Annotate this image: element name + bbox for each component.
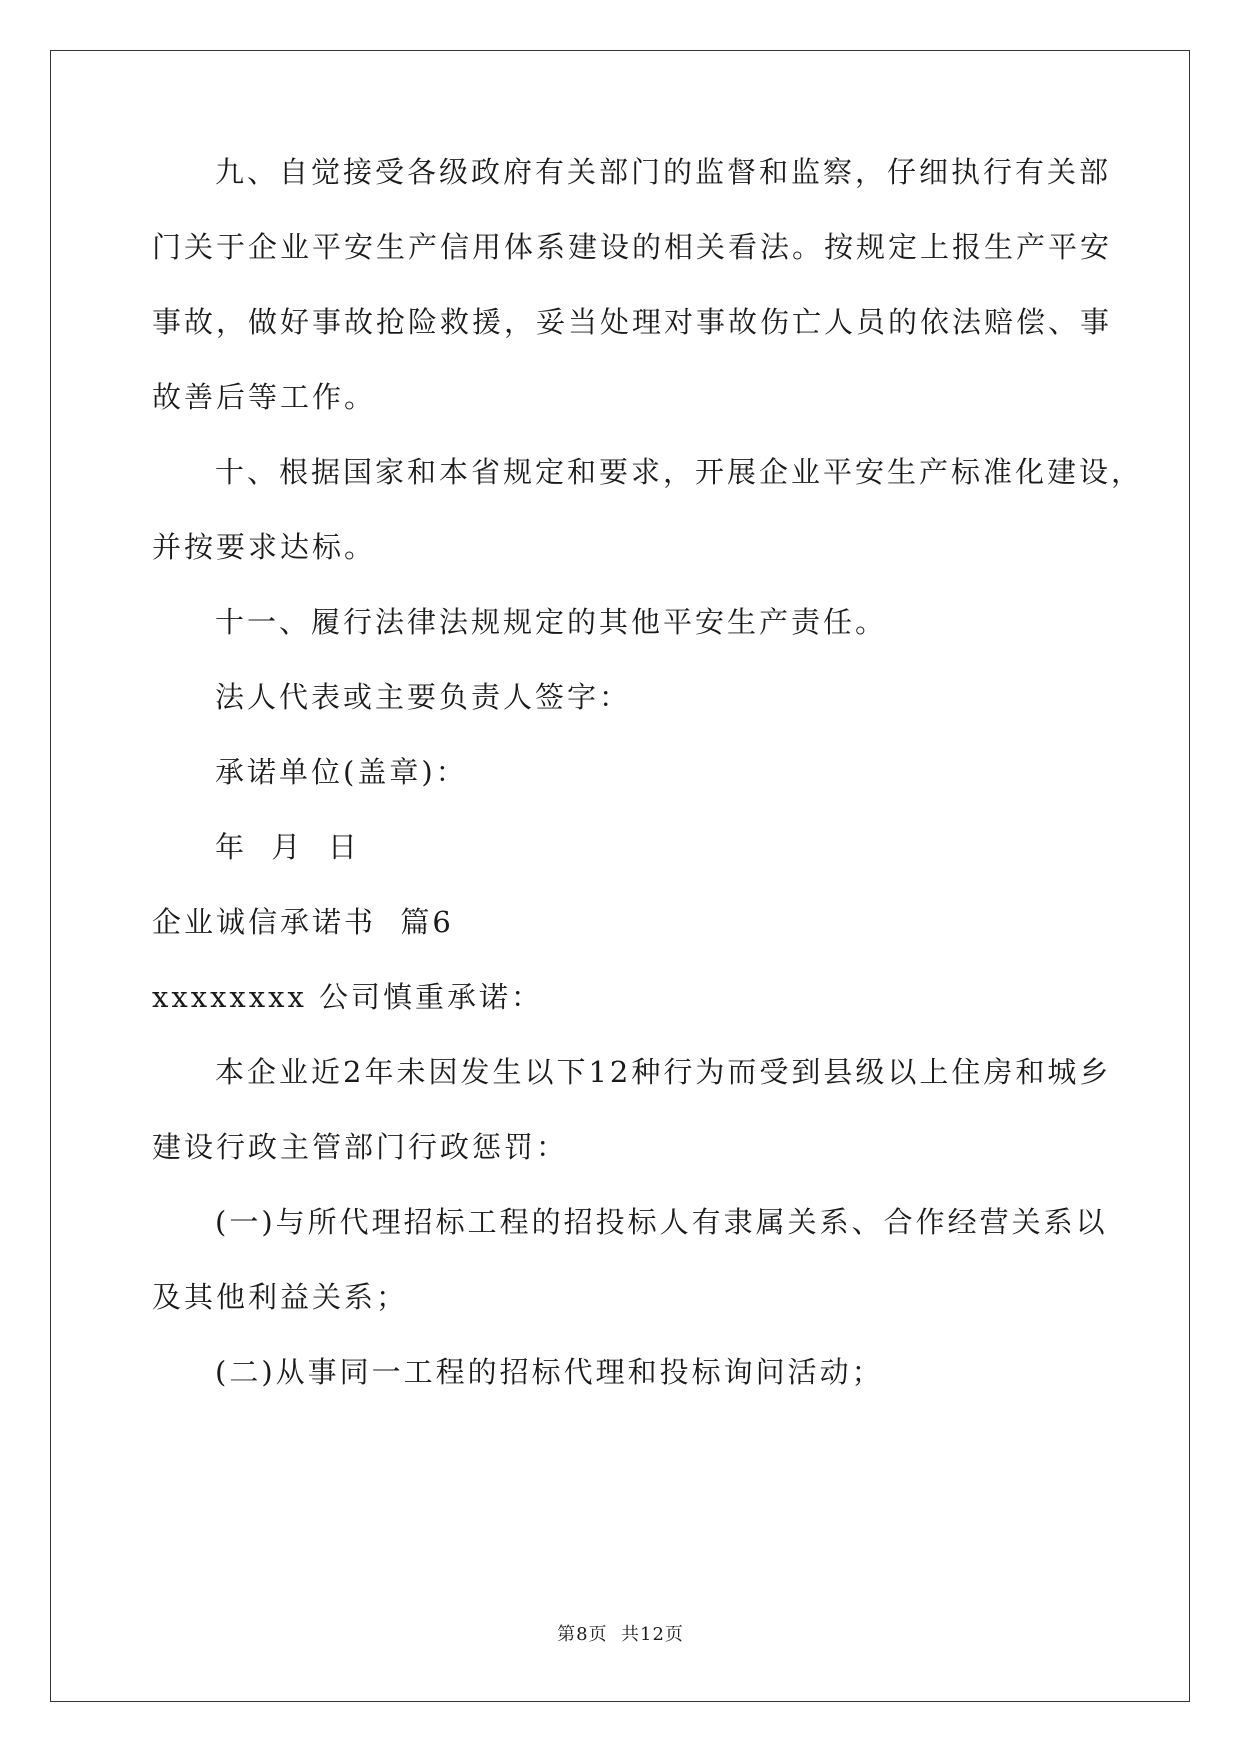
paragraph-line: 十、根据国家和本省规定和要求，开展企业平安生产标准化建设， xyxy=(215,455,1144,489)
paragraph-line: 十一、履行法律法规规定的其他平安生产责任。 xyxy=(215,605,888,639)
list-item-line: 及其他利益关系； xyxy=(152,1280,409,1314)
section-heading: 企业诚信承诺书 篇6 xyxy=(152,905,454,939)
list-item-line: (二)从事同一工程的招标代理和投标询问活动； xyxy=(215,1355,884,1389)
paragraph-line: 门关于企业平安生产信用体系建设的相关看法。按规定上报生产平安 xyxy=(152,230,1113,264)
paragraph-line: 并按要求达标。 xyxy=(152,530,377,564)
page-border xyxy=(50,50,1190,1702)
paragraph-line: 事故，做好事故抢险救援，妥当处理对事故伤亡人员的依法赔偿、事 xyxy=(152,305,1113,339)
list-item-line: (一)与所代理招标工程的招投标人有隶属关系、合作经营关系以 xyxy=(215,1205,1108,1239)
paragraph-line: 故善后等工作。 xyxy=(152,380,377,414)
paragraph-line: 九、自觉接受各级政府有关部门的监督和监察，仔细执行有关部 xyxy=(215,155,1112,189)
page-number-footer: 第8页 共12页 xyxy=(557,1624,684,1645)
seal-label: 承诺单位(盖章)： xyxy=(215,755,468,789)
company-statement: xxxxxxxx 公司慎重承诺： xyxy=(152,980,544,1014)
signature-label: 法人代表或主要负责人签字： xyxy=(215,680,632,714)
date-label: 年 月 日 xyxy=(215,830,360,864)
paragraph-line: 本企业近2年未因发生以下12种行为而受到县级以上住房和城乡 xyxy=(215,1055,1112,1089)
paragraph-line: 建设行政主管部门行政惩罚： xyxy=(152,1130,569,1164)
